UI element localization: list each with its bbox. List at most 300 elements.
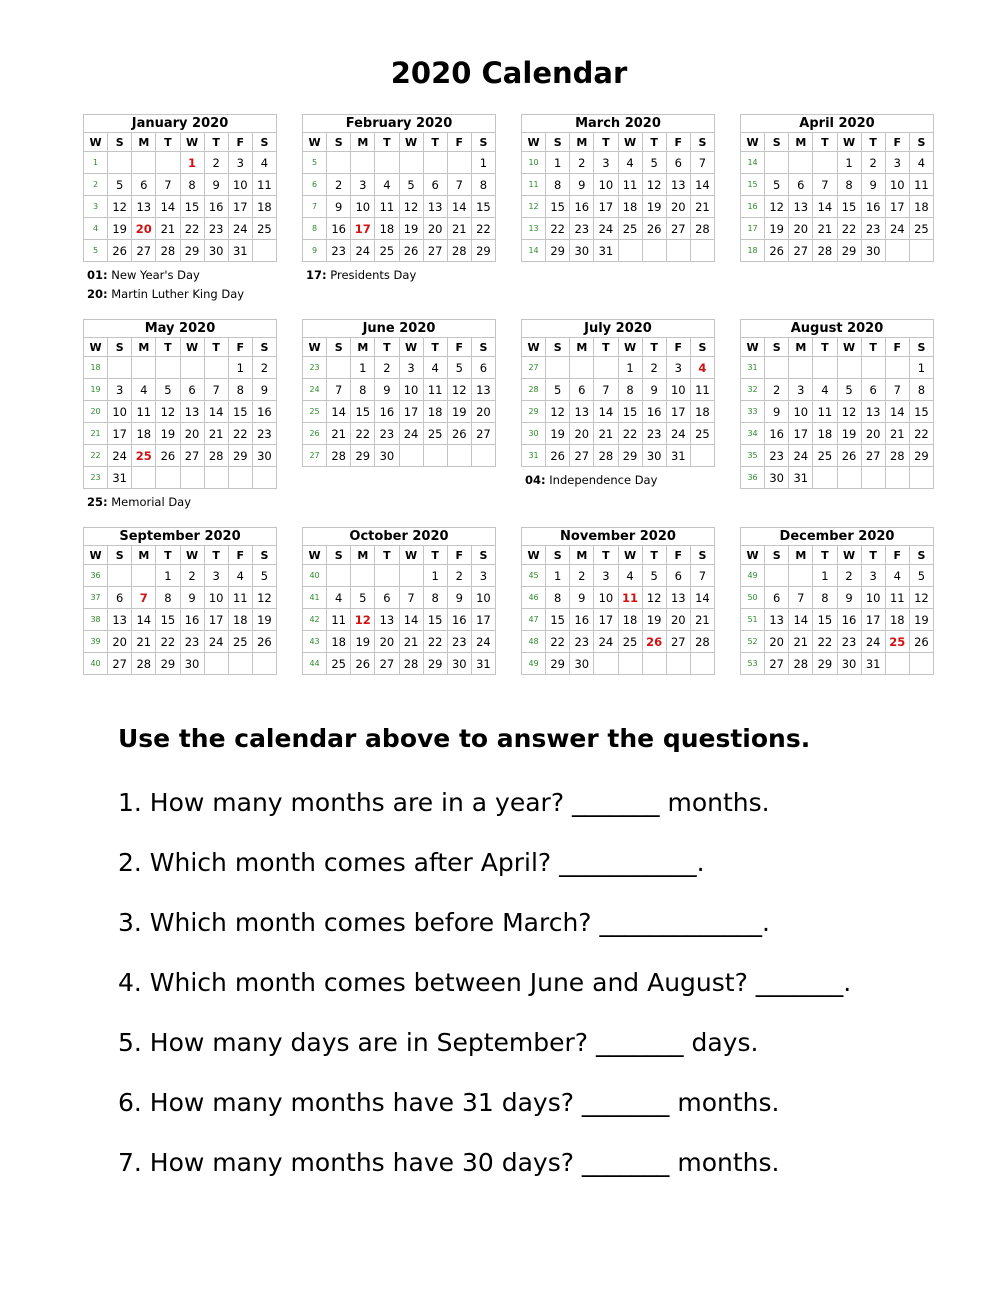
week-number: 24	[303, 379, 327, 401]
day-cell: 28	[789, 653, 813, 675]
day-cell: 14	[690, 587, 714, 609]
question-list	[118, 784, 851, 1204]
day-cell: 14	[132, 609, 156, 631]
day-cell: 6	[861, 379, 885, 401]
holiday-day-cell: 7	[132, 587, 156, 609]
day-cell: 11	[327, 609, 351, 631]
weekday-header: T	[594, 546, 618, 565]
week-number: 46	[522, 587, 546, 609]
day-cell: 30	[642, 445, 666, 467]
day-cell: 20	[789, 218, 813, 240]
weekday-header: M	[132, 338, 156, 357]
empty-day-cell	[204, 357, 228, 379]
weekday-header: F	[447, 338, 471, 357]
day-cell: 22	[156, 631, 180, 653]
day-cell: 26	[252, 631, 276, 653]
day-cell: 24	[885, 218, 909, 240]
day-cell: 2	[861, 152, 885, 174]
day-cell: 16	[252, 401, 276, 423]
day-cell: 6	[132, 174, 156, 196]
week-number-header: W	[84, 133, 108, 152]
day-cell: 15	[909, 401, 933, 423]
week-number-header: W	[522, 133, 546, 152]
holiday-note	[87, 493, 191, 512]
day-cell: 31	[471, 653, 495, 675]
day-cell: 6	[666, 152, 690, 174]
day-cell: 16	[837, 609, 861, 631]
day-cell: 4	[423, 357, 447, 379]
empty-day-cell	[570, 357, 594, 379]
day-cell: 14	[813, 196, 837, 218]
day-cell: 30	[447, 653, 471, 675]
day-cell: 25	[423, 423, 447, 445]
day-cell: 18	[132, 423, 156, 445]
day-cell: 20	[108, 631, 132, 653]
day-cell: 3	[594, 565, 618, 587]
weekday-header: T	[861, 133, 885, 152]
day-cell: 18	[327, 631, 351, 653]
day-cell: 2	[765, 379, 789, 401]
empty-day-cell	[642, 653, 666, 675]
day-cell: 8	[423, 587, 447, 609]
month-table	[740, 114, 934, 262]
day-cell: 3	[399, 357, 423, 379]
day-cell: 15	[180, 196, 204, 218]
day-cell: 25	[813, 445, 837, 467]
month-calendar	[740, 319, 934, 489]
day-cell: 30	[570, 653, 594, 675]
week-number: 27	[522, 357, 546, 379]
holiday-note	[525, 471, 657, 490]
weekday-header: S	[546, 546, 570, 565]
day-cell: 12	[765, 196, 789, 218]
day-cell: 12	[642, 174, 666, 196]
week-number: 27	[303, 445, 327, 467]
day-cell: 31	[228, 240, 252, 262]
holiday-day-cell: 20	[132, 218, 156, 240]
week-number: 32	[741, 379, 765, 401]
day-cell: 4	[618, 152, 642, 174]
day-cell: 22	[546, 218, 570, 240]
day-cell: 18	[375, 218, 399, 240]
holiday-notes	[306, 266, 416, 285]
weekday-header: F	[885, 133, 909, 152]
week-number: 47	[522, 609, 546, 631]
day-cell: 3	[108, 379, 132, 401]
day-cell: 7	[447, 174, 471, 196]
month-table	[302, 114, 496, 262]
day-cell: 21	[132, 631, 156, 653]
day-cell: 27	[375, 653, 399, 675]
day-cell: 4	[132, 379, 156, 401]
week-number-header: W	[84, 338, 108, 357]
week-number: 23	[303, 357, 327, 379]
day-cell: 16	[765, 423, 789, 445]
day-cell: 26	[156, 445, 180, 467]
day-cell: 5	[447, 357, 471, 379]
day-cell: 24	[594, 631, 618, 653]
day-cell: 8	[813, 587, 837, 609]
weekday-header: T	[375, 546, 399, 565]
month-title: June 2020	[303, 320, 496, 338]
day-cell: 6	[423, 174, 447, 196]
week-number: 14	[741, 152, 765, 174]
day-cell: 31	[789, 467, 813, 489]
day-cell: 6	[789, 174, 813, 196]
day-cell: 28	[204, 445, 228, 467]
day-cell: 14	[885, 401, 909, 423]
weekday-header: S	[690, 133, 714, 152]
day-cell: 1	[546, 152, 570, 174]
day-cell: 4	[228, 565, 252, 587]
day-cell: 7	[204, 379, 228, 401]
day-cell: 13	[666, 174, 690, 196]
day-cell: 16	[447, 609, 471, 631]
day-cell: 20	[666, 196, 690, 218]
weekday-header: M	[789, 546, 813, 565]
day-cell: 10	[108, 401, 132, 423]
day-cell: 18	[252, 196, 276, 218]
day-cell: 30	[837, 653, 861, 675]
question-4: 4. Which month comes between June and August? _______.	[118, 968, 852, 997]
weekday-header: W	[180, 546, 204, 565]
month-table	[521, 527, 715, 675]
day-cell: 23	[180, 631, 204, 653]
empty-day-cell	[132, 467, 156, 489]
week-number: 23	[84, 467, 108, 489]
week-number-header: W	[522, 338, 546, 357]
weekday-header: S	[252, 338, 276, 357]
day-cell: 25	[909, 218, 933, 240]
day-cell: 26	[447, 423, 471, 445]
day-cell: 5	[399, 174, 423, 196]
weekday-header: M	[570, 133, 594, 152]
weekday-header: T	[423, 338, 447, 357]
weekday-header: M	[570, 546, 594, 565]
day-cell: 17	[471, 609, 495, 631]
day-cell: 25	[618, 218, 642, 240]
empty-day-cell	[108, 357, 132, 379]
day-cell: 8	[351, 379, 375, 401]
empty-day-cell	[789, 152, 813, 174]
day-cell: 29	[351, 445, 375, 467]
empty-day-cell	[399, 152, 423, 174]
empty-day-cell	[909, 653, 933, 675]
day-cell: 22	[471, 218, 495, 240]
week-number-header: W	[303, 133, 327, 152]
day-cell: 16	[642, 401, 666, 423]
day-cell: 1	[228, 357, 252, 379]
empty-day-cell	[228, 467, 252, 489]
day-cell: 10	[594, 587, 618, 609]
day-cell: 30	[375, 445, 399, 467]
week-number: 41	[303, 587, 327, 609]
day-cell: 13	[666, 587, 690, 609]
day-cell: 14	[447, 196, 471, 218]
weekday-header: T	[375, 133, 399, 152]
day-cell: 23	[327, 240, 351, 262]
month-title: August 2020	[741, 320, 934, 338]
day-cell: 7	[789, 587, 813, 609]
week-number: 40	[84, 653, 108, 675]
weekday-header: S	[546, 133, 570, 152]
day-cell: 28	[156, 240, 180, 262]
weekday-header: S	[690, 546, 714, 565]
day-cell: 9	[204, 174, 228, 196]
day-cell: 15	[618, 401, 642, 423]
week-number: 7	[303, 196, 327, 218]
day-cell: 29	[909, 445, 933, 467]
empty-day-cell	[690, 653, 714, 675]
empty-day-cell	[132, 565, 156, 587]
weekday-header: W	[837, 546, 861, 565]
day-cell: 18	[423, 401, 447, 423]
instructions-heading: Use the calendar above to answer the questions.	[118, 724, 811, 753]
day-cell: 22	[423, 631, 447, 653]
day-cell: 5	[642, 565, 666, 587]
day-cell: 4	[909, 152, 933, 174]
month-title: April 2020	[741, 115, 934, 133]
day-cell: 20	[471, 401, 495, 423]
day-cell: 1	[546, 565, 570, 587]
day-cell: 19	[642, 196, 666, 218]
day-cell: 23	[447, 631, 471, 653]
month-calendar	[302, 527, 496, 675]
day-cell: 5	[546, 379, 570, 401]
weekday-header: F	[666, 546, 690, 565]
week-number: 48	[522, 631, 546, 653]
weekday-header: M	[132, 133, 156, 152]
empty-day-cell	[204, 467, 228, 489]
day-cell: 28	[690, 631, 714, 653]
week-number: 38	[84, 609, 108, 631]
day-cell: 14	[690, 174, 714, 196]
question-1: 1. How many months are in a year? _______ months.	[118, 788, 770, 817]
empty-day-cell	[252, 467, 276, 489]
day-cell: 5	[642, 152, 666, 174]
empty-day-cell	[351, 565, 375, 587]
month-table	[83, 114, 277, 262]
empty-day-cell	[327, 565, 351, 587]
day-cell: 9	[447, 587, 471, 609]
day-cell: 27	[861, 445, 885, 467]
month-calendar	[83, 114, 277, 262]
weekday-header: T	[204, 338, 228, 357]
weekday-header: F	[666, 338, 690, 357]
empty-day-cell	[447, 152, 471, 174]
day-cell: 15	[813, 609, 837, 631]
holiday-name: Independence Day	[545, 473, 658, 487]
day-cell: 7	[594, 379, 618, 401]
month-title: October 2020	[303, 528, 496, 546]
week-number: 17	[741, 218, 765, 240]
weekday-header: W	[399, 133, 423, 152]
empty-day-cell	[156, 467, 180, 489]
day-cell: 24	[666, 423, 690, 445]
week-number: 40	[303, 565, 327, 587]
day-cell: 11	[618, 174, 642, 196]
day-cell: 29	[471, 240, 495, 262]
day-cell: 4	[252, 152, 276, 174]
day-cell: 28	[885, 445, 909, 467]
month-calendar	[521, 319, 715, 467]
day-cell: 19	[765, 218, 789, 240]
page-title: 2020 Calendar	[390, 56, 628, 90]
holiday-notes	[525, 471, 657, 490]
day-cell: 26	[837, 445, 861, 467]
day-cell: 11	[423, 379, 447, 401]
day-cell: 21	[447, 218, 471, 240]
day-cell: 18	[909, 196, 933, 218]
weekday-header: F	[228, 546, 252, 565]
empty-day-cell	[813, 152, 837, 174]
day-cell: 2	[180, 565, 204, 587]
day-cell: 22	[546, 631, 570, 653]
week-number: 31	[522, 445, 546, 467]
weekday-header: F	[885, 338, 909, 357]
day-cell: 19	[909, 609, 933, 631]
empty-day-cell	[690, 445, 714, 467]
day-cell: 30	[252, 445, 276, 467]
day-cell: 22	[837, 218, 861, 240]
day-cell: 10	[861, 587, 885, 609]
weekday-header: W	[618, 338, 642, 357]
day-cell: 14	[327, 401, 351, 423]
weekday-header: T	[594, 338, 618, 357]
day-cell: 12	[447, 379, 471, 401]
day-cell: 21	[789, 631, 813, 653]
weekday-header: T	[204, 133, 228, 152]
day-cell: 17	[399, 401, 423, 423]
weekday-header: W	[180, 338, 204, 357]
day-cell: 10	[666, 379, 690, 401]
week-number: 15	[741, 174, 765, 196]
day-cell: 21	[690, 609, 714, 631]
day-cell: 1	[471, 152, 495, 174]
day-cell: 25	[375, 240, 399, 262]
month-table	[740, 319, 934, 489]
weekday-header: F	[666, 133, 690, 152]
week-number: 36	[741, 467, 765, 489]
day-cell: 20	[666, 609, 690, 631]
day-cell: 28	[447, 240, 471, 262]
day-cell: 31	[108, 467, 132, 489]
day-cell: 15	[546, 609, 570, 631]
day-cell: 11	[252, 174, 276, 196]
week-number: 42	[303, 609, 327, 631]
day-cell: 9	[642, 379, 666, 401]
week-number: 18	[84, 357, 108, 379]
weekday-header: M	[570, 338, 594, 357]
holiday-day-cell: 1	[180, 152, 204, 174]
day-cell: 17	[204, 609, 228, 631]
weekday-header: T	[642, 338, 666, 357]
day-cell: 26	[351, 653, 375, 675]
weekday-header: W	[399, 546, 423, 565]
empty-day-cell	[594, 357, 618, 379]
empty-day-cell	[861, 467, 885, 489]
month-title: December 2020	[741, 528, 934, 546]
empty-day-cell	[180, 467, 204, 489]
weekday-header: T	[156, 338, 180, 357]
empty-day-cell	[885, 240, 909, 262]
month-title: September 2020	[84, 528, 277, 546]
day-cell: 16	[180, 609, 204, 631]
day-cell: 28	[813, 240, 837, 262]
day-cell: 16	[861, 196, 885, 218]
holiday-note	[306, 266, 416, 285]
day-cell: 11	[375, 196, 399, 218]
day-cell: 23	[765, 445, 789, 467]
day-cell: 13	[789, 196, 813, 218]
empty-day-cell	[471, 445, 495, 467]
empty-day-cell	[156, 357, 180, 379]
holiday-note	[87, 285, 244, 304]
day-cell: 28	[399, 653, 423, 675]
day-cell: 4	[327, 587, 351, 609]
holiday-day-cell: 25	[885, 631, 909, 653]
day-cell: 17	[666, 401, 690, 423]
empty-day-cell	[885, 357, 909, 379]
day-cell: 30	[570, 240, 594, 262]
day-cell: 29	[813, 653, 837, 675]
day-cell: 8	[471, 174, 495, 196]
holiday-date: 25:	[87, 495, 108, 509]
day-cell: 21	[204, 423, 228, 445]
month-title: February 2020	[303, 115, 496, 133]
day-cell: 19	[399, 218, 423, 240]
week-number: 31	[741, 357, 765, 379]
day-cell: 21	[399, 631, 423, 653]
day-cell: 3	[204, 565, 228, 587]
day-cell: 18	[690, 401, 714, 423]
day-cell: 13	[765, 609, 789, 631]
week-number: 25	[303, 401, 327, 423]
weekday-header: S	[327, 133, 351, 152]
holiday-date: 01:	[87, 268, 108, 282]
day-cell: 24	[228, 218, 252, 240]
week-number-header: W	[303, 338, 327, 357]
day-cell: 11	[228, 587, 252, 609]
weekday-header: T	[156, 546, 180, 565]
week-number: 8	[303, 218, 327, 240]
weekday-header: T	[423, 546, 447, 565]
week-number: 3	[84, 196, 108, 218]
day-cell: 8	[546, 587, 570, 609]
week-number: 51	[741, 609, 765, 631]
empty-day-cell	[909, 240, 933, 262]
weekday-header: S	[252, 546, 276, 565]
day-cell: 12	[108, 196, 132, 218]
day-cell: 9	[180, 587, 204, 609]
day-cell: 22	[180, 218, 204, 240]
day-cell: 24	[861, 631, 885, 653]
holiday-date: 04:	[525, 473, 546, 487]
day-cell: 9	[570, 174, 594, 196]
day-cell: 22	[813, 631, 837, 653]
day-cell: 20	[570, 423, 594, 445]
week-number-header: W	[84, 546, 108, 565]
day-cell: 19	[252, 609, 276, 631]
week-number: 45	[522, 565, 546, 587]
holiday-day-cell: 25	[132, 445, 156, 467]
week-number: 44	[303, 653, 327, 675]
day-cell: 31	[861, 653, 885, 675]
day-cell: 23	[204, 218, 228, 240]
weekday-header: F	[228, 133, 252, 152]
day-cell: 11	[813, 401, 837, 423]
weekday-header: S	[909, 546, 933, 565]
